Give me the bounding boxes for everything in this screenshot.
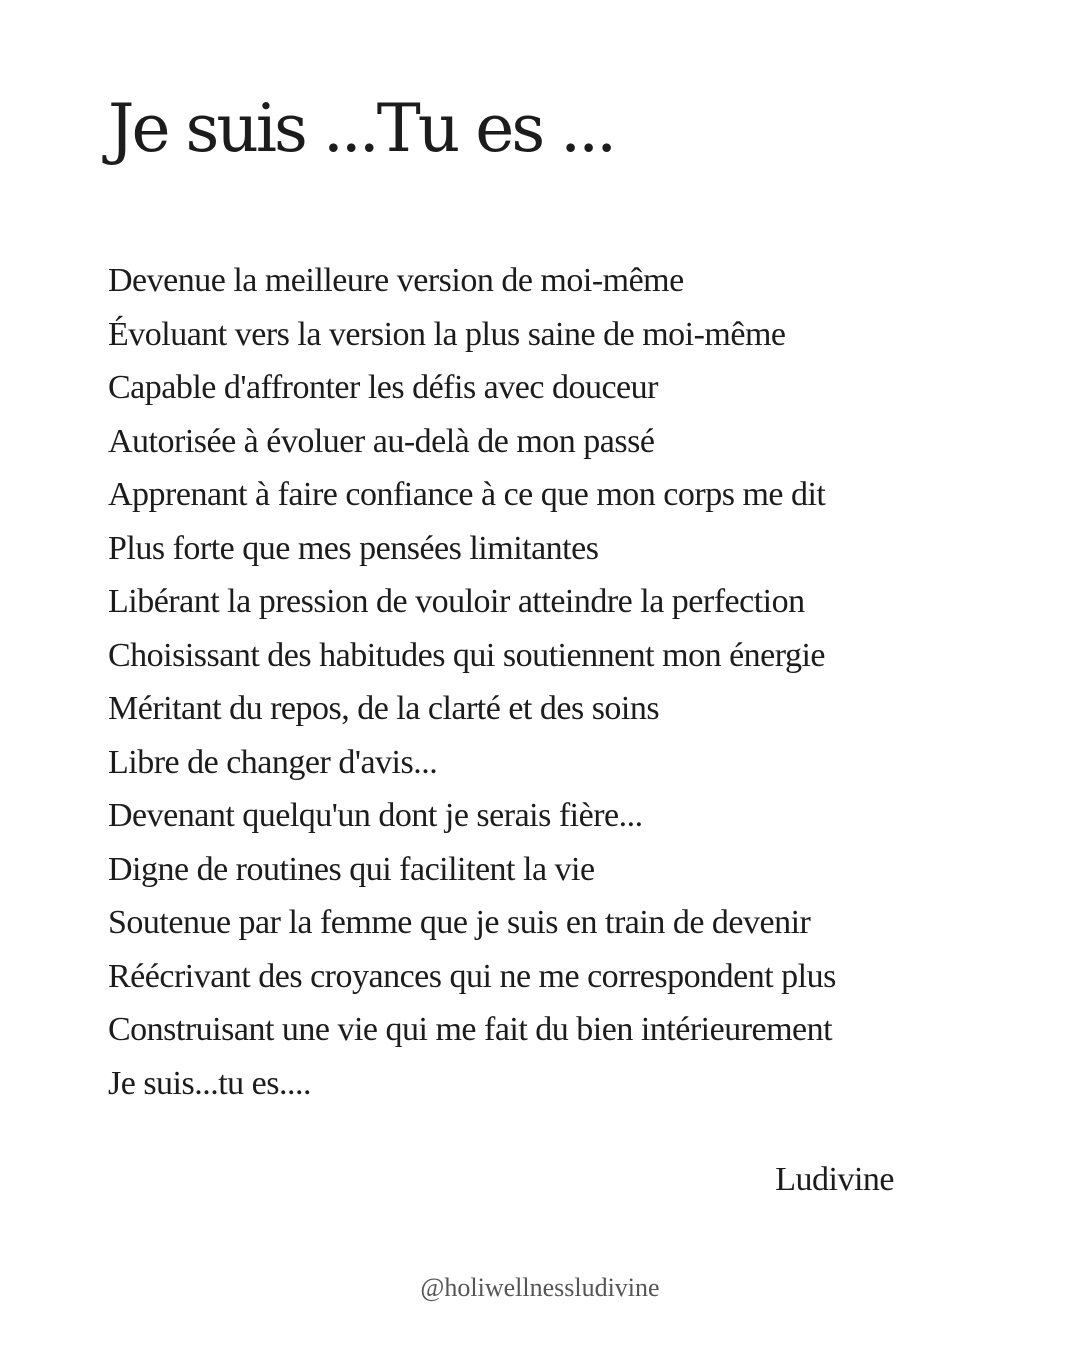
poem-line: Devenue la meilleure version de moi-même <box>108 262 684 299</box>
poem-line: Méritant du repos, de la clarté et des soins <box>108 690 660 727</box>
poem-line: Soutenue par la femme que je suis en train de devenir <box>108 904 811 941</box>
poem-line: Libre de changer d'avis... <box>108 743 438 781</box>
poem-line: Libérant la pression de vouloir atteindre la perfection <box>108 583 805 620</box>
author-signature: Ludivine <box>775 1161 894 1198</box>
social-handle: @holiwellnessludivine <box>420 1273 660 1302</box>
poem-line: Devenant quelqu'un dont je serais fière... <box>108 797 643 834</box>
poem-line: Digne de routines qui facilitent la vie <box>108 850 595 888</box>
page-title: Je suis ...Tu es ... <box>108 90 615 167</box>
poem-line: Construisant une vie qui me fait du bien intérieurement <box>108 1011 833 1048</box>
poem-line: Choisissant des habitudes qui soutiennent mon énergie <box>108 636 826 674</box>
poem-line: Réécrivant des croyances qui ne me correspondent plus <box>108 957 836 995</box>
poem-line: Je suis...tu es.... <box>108 1064 311 1102</box>
poem-line: Évoluant vers la version la plus saine de moi-même <box>108 315 786 353</box>
poem-line: Autorisée à évoluer au-delà de mon passé <box>108 422 655 460</box>
poem-line: Apprenant à faire confiance à ce que mon corps me dit <box>108 476 826 513</box>
poem-line: Plus forte que mes pensées limitantes <box>108 529 599 567</box>
poem-line: Capable d'affronter les défis avec douceur <box>108 369 658 406</box>
poem-lines <box>108 254 988 1110</box>
